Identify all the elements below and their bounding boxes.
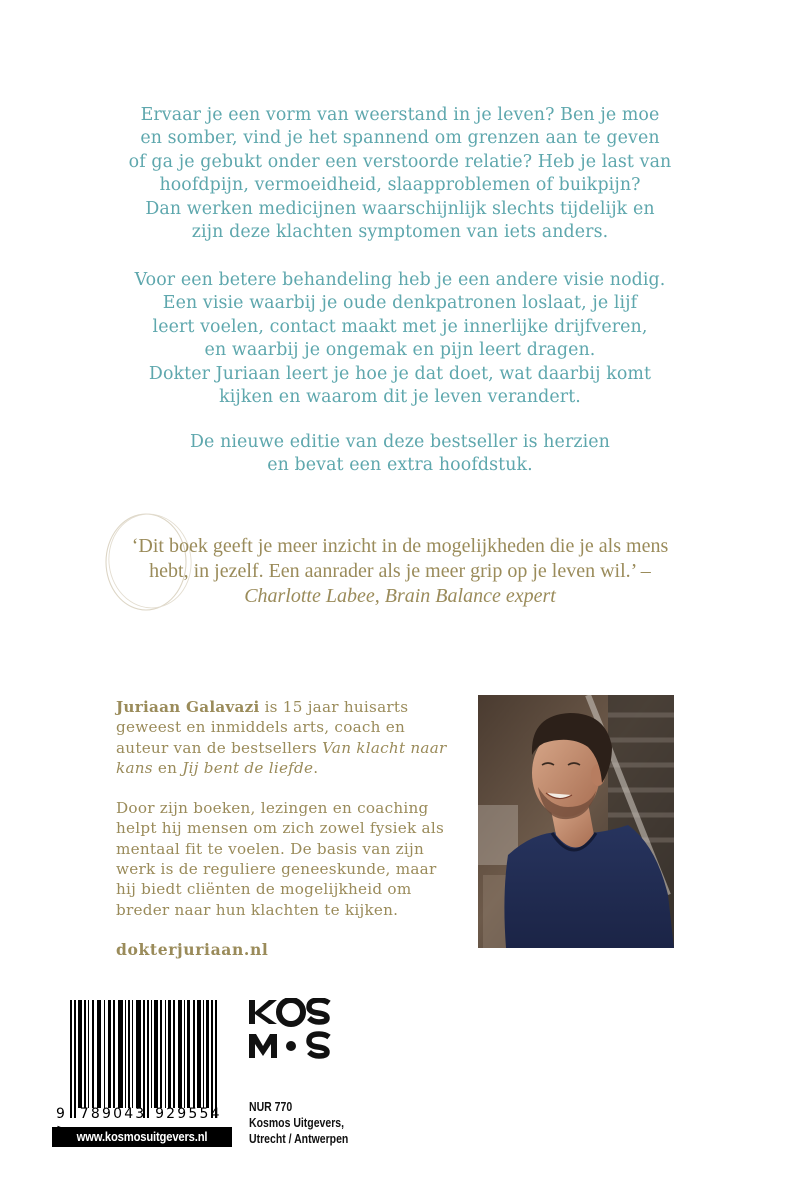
blurb-line: Voor een betere behandeling heb je een andere visie nodig. <box>134 270 666 290</box>
bio-text: . <box>313 758 319 777</box>
blurb-line: hoofdpijn, vermoeidheid, slaapproblemen of buikpijn? <box>159 175 641 196</box>
blurb-line: Dokter Juriaan leert je hoe je dat doet, wat daarbij komt <box>148 363 652 384</box>
blurb-line: zijn deze klachten symptomen van iets anders. <box>191 222 609 243</box>
bio-paragraph-2: Door zijn boeken, lezingen en coaching helpt hij mensen om zich zowel fysiek als mentaal fit te voelen. De basis van zijn werk is de reguliere geneeskunde, maar hij biedt cliënten de mogelijkheid om breder naar hun klachten te kijken. <box>116 799 445 919</box>
blurb-line: en waarbij je ongemak en pijn leert dragen. <box>204 340 596 361</box>
author-name: Juriaan Galavazi <box>116 698 260 716</box>
isbn-group-2: 929554 <box>155 1106 222 1122</box>
endorsement-quote <box>100 534 700 609</box>
blurb-paragraph-1 <box>100 104 700 244</box>
blurb-line: of ga je gebukt onder een verstoorde relatie? Heb je last van <box>128 151 672 172</box>
author-photo <box>478 695 674 948</box>
book-title: Jij bent de liefde <box>182 758 314 777</box>
author-website[interactable]: dokterjuriaan.nl <box>116 939 269 959</box>
bio-text: en <box>152 758 183 777</box>
blurb-line: leert voelen, contact maakt met je innerlijke drijfveren, <box>152 316 648 337</box>
quote-line: hebt, in jezelf. Een aanrader als je meer grip op je leven wil.’ – <box>149 560 651 582</box>
author-bio <box>116 697 456 980</box>
blurb-paragraph-3 <box>100 431 700 478</box>
author-portrait-image <box>478 695 674 948</box>
kosmos-logo <box>247 998 333 1060</box>
blurb-line: Dan werken medicijnen waarschijnlijk slechts tijdelijk en <box>145 198 655 219</box>
isbn-group-1: 789043 <box>79 1106 147 1122</box>
bio-paragraph-1 <box>116 697 456 778</box>
publisher-imprint <box>249 1099 348 1147</box>
blurb-line: Ervaar je een vorm van weerstand in je leven? Ben je moe <box>140 105 660 125</box>
nur-code: NUR 770 <box>249 1099 293 1114</box>
publisher-location: Utrecht / Antwerpen <box>249 1131 349 1146</box>
blurb-line: kijken en waarom dit je leven verandert. <box>219 387 581 408</box>
quote-attribution: Charlotte Labee, Brain Balance expert <box>244 585 556 607</box>
bio-text: is 15 jaar huisarts geweest en inmiddels arts, coach en auteur van de bestsellers <box>116 698 409 757</box>
quote-line: ‘Dit boek geeft je meer inzicht in de mogelijkheden die je als mens <box>131 535 669 557</box>
blurb-line: en somber, vind je het spannend om grenzen aan te geven <box>140 128 660 149</box>
blurb-line: en bevat een extra hoofdstuk. <box>267 455 533 476</box>
publisher-name: Kosmos Uitgevers, <box>249 1115 345 1130</box>
isbn-prefix: 9 <box>56 1106 68 1122</box>
publisher-url[interactable]: www.kosmosuitgevers.nl <box>52 1127 232 1147</box>
blurb-line: De nieuwe editie van deze bestseller is herzien <box>190 432 610 452</box>
book-title: Van klacht naar kans <box>116 738 447 777</box>
blurb-line: Een visie waarbij je oude denkpatronen loslaat, je lijf <box>162 293 638 314</box>
blurb-paragraph-2 <box>100 269 700 409</box>
